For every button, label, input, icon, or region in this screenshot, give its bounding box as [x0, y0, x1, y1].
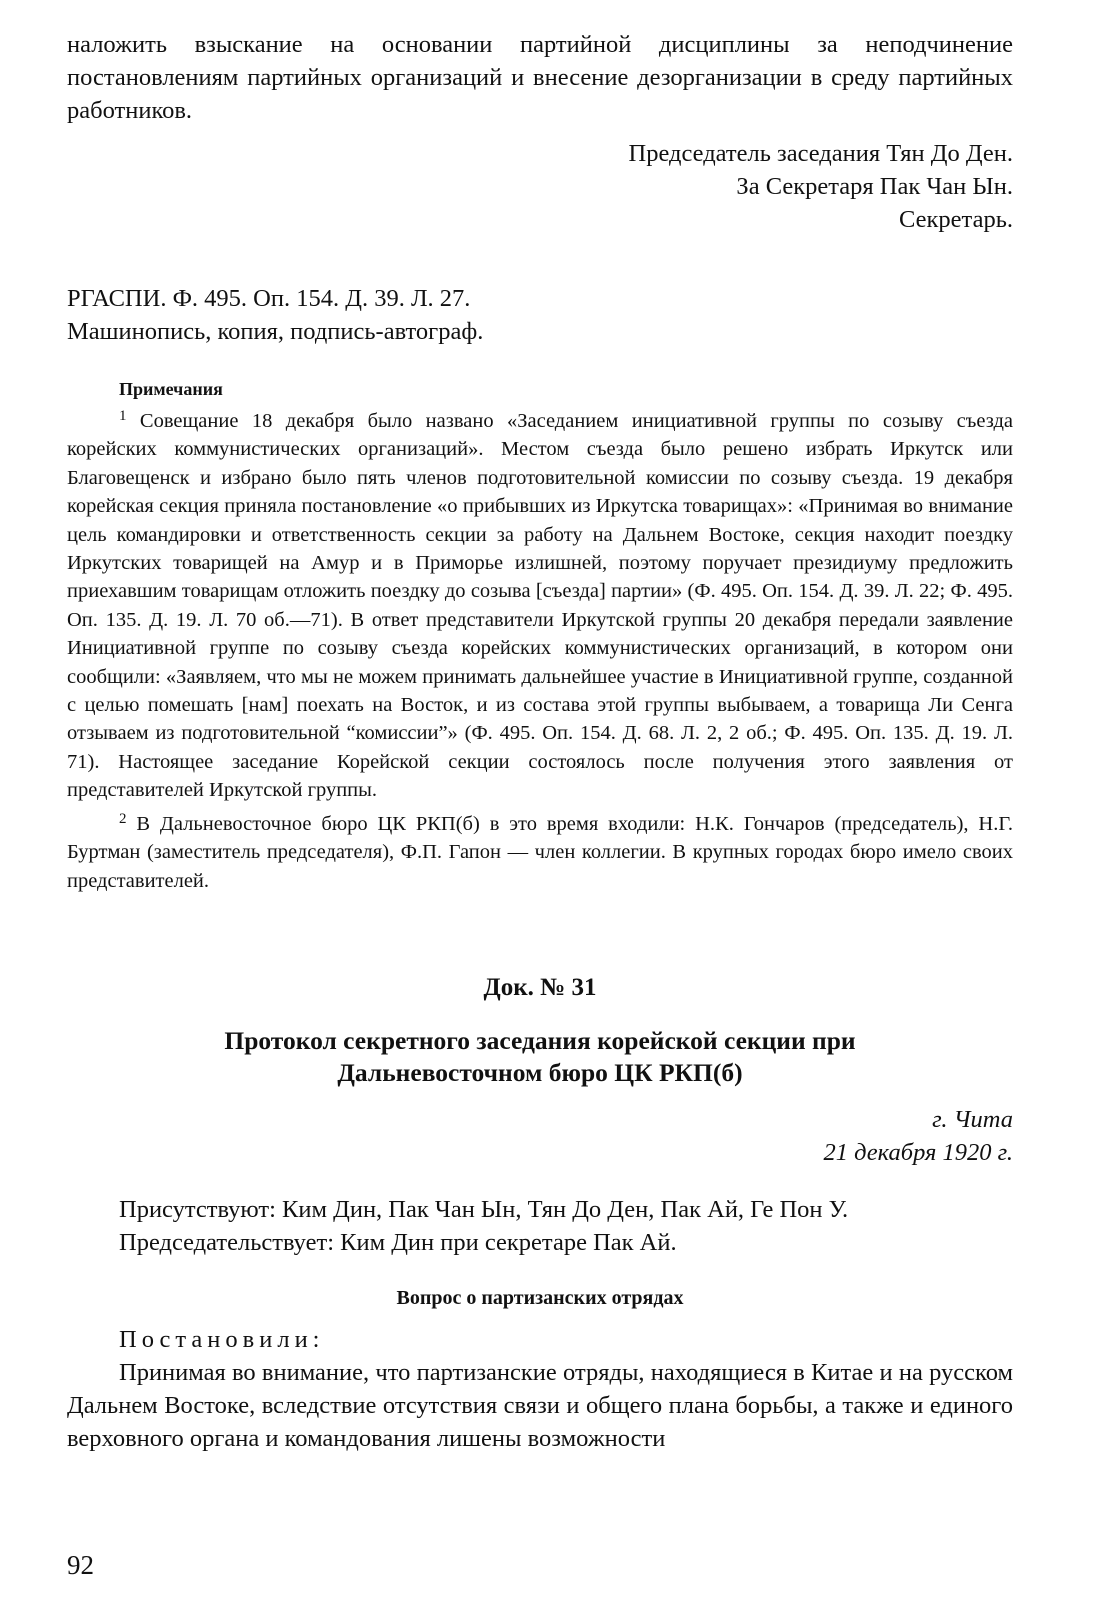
- resolution-paragraph: Принимая во внимание, что партизанские отряды, находящиеся в Китае и на русском Дальнем Востоке, вследствие отсутствия связи и общего плана борьбы, а также и единого верховного органа и командования лишены возможности: [67, 1358, 1013, 1452]
- footnote-text-1: Совещание 18 декабря было названо «Заседанием инициативной группы по созыву съезда корейских коммунистических организаций». Местом съезда было решено избрать Иркутск или Благовещенск и избрано было пять членов подготовительной комиссии по созыву съезда. 19 декабря корейская секция приняла постановление «о прибывших из Иркутска товарищах»: «Принимая во внимание цель командировки и ответственность секции за работу на Дальнем Востоке, секция находит поездку Иркутских товарищей на Амур и в Приморье излишней, поэтому поручает президиуму предложить приехавшим товарищам отложить поездку до созыва [съезда] партии» (Ф. 495. Оп. 154. Д. 39. Л. 22; Ф. 495. Оп. 135. Д. 19. Л. 70 об.—71). В ответ представители Иркутской группы 20 декабря передали заявление Инициативной группе по созыву съезда корейских коммунистических организаций, в котором они сообщили: «Заявляем, что мы не можем принимать дальнейшее участие в Инициативной группе, созданной с целью помешать [нам] поехать на Восток, и из состава этой группы выбываем, а товарища Ли Сенга отзываем из подготовительной “комиссии”» (Ф. 495. Оп. 154. Д. 68. Л. 2, 2 об.; Ф. 495. Оп. 135. Д. 19. Л. 71). Настоящее заседание Корейской секции состоялось после получения этого заявления от представителей Иркутской группы.: [67, 410, 1013, 802]
- archive-reference: РГАСПИ. Ф. 495. Оп. 154. Д. 39. Л. 27.: [67, 285, 471, 312]
- footnote-2: [67, 810, 1013, 895]
- footnote-1: [67, 407, 1013, 805]
- document-title-line-2: Дальневосточном бюро ЦК РКП(б): [337, 1057, 743, 1087]
- document-place: г. Чита: [932, 1105, 1013, 1133]
- question-heading: Вопрос о партизанских отрядах: [396, 1286, 684, 1309]
- document-title: [67, 1025, 1013, 1089]
- resolved-label: Постановили:: [119, 1325, 325, 1353]
- footnote-marker-1: 1: [119, 408, 127, 424]
- continuation-paragraph: наложить взыскание на основании партийной дисциплины за неподчинение постановлениям партийных организаций и внесение дезорганизации в среду партийных работников.: [67, 31, 1013, 124]
- footnote-marker-2: 2: [119, 810, 127, 827]
- signature-secretary: Секретарь.: [899, 206, 1013, 233]
- attendees-block: [67, 1193, 1013, 1259]
- source-description: Машинопись, копия, подпись-автограф.: [67, 318, 484, 345]
- signature-block: [67, 137, 1013, 236]
- place-date-block: [67, 1103, 1013, 1169]
- chair-line: Председательствует: Ким Дин при секретаре Пак Ай.: [119, 1228, 677, 1256]
- present-list: Присутствуют: Ким Дин, Пак Чан Ын, Тян До Ден, Пак Ай, Ге Пон У.: [119, 1195, 849, 1223]
- footnote-text-2: В Дальневосточное бюро ЦК РКП(б) в это время входили: Н.К. Гончаров (председатель), Н.Г. Буртман (заместитель председателя), Ф.П. Гапон — член коллегии. В крупных городах бюро имело своих представителей.: [67, 812, 1013, 892]
- document-number: Док. № 31: [483, 973, 597, 1001]
- document-date: 21 декабря 1920 г.: [823, 1138, 1013, 1166]
- notes-heading: Примечания: [119, 379, 223, 399]
- signature-chairman: Председатель заседания Тян До Ден.: [628, 140, 1013, 167]
- signature-for-secretary: За Секретаря Пак Чан Ын.: [736, 173, 1013, 200]
- source-reference: [67, 282, 1013, 348]
- document-page: [67, 28, 1013, 1455]
- page-number: 92: [67, 1550, 94, 1580]
- document-title-line-1: Протокол секретного заседания корейской секции при: [224, 1025, 856, 1055]
